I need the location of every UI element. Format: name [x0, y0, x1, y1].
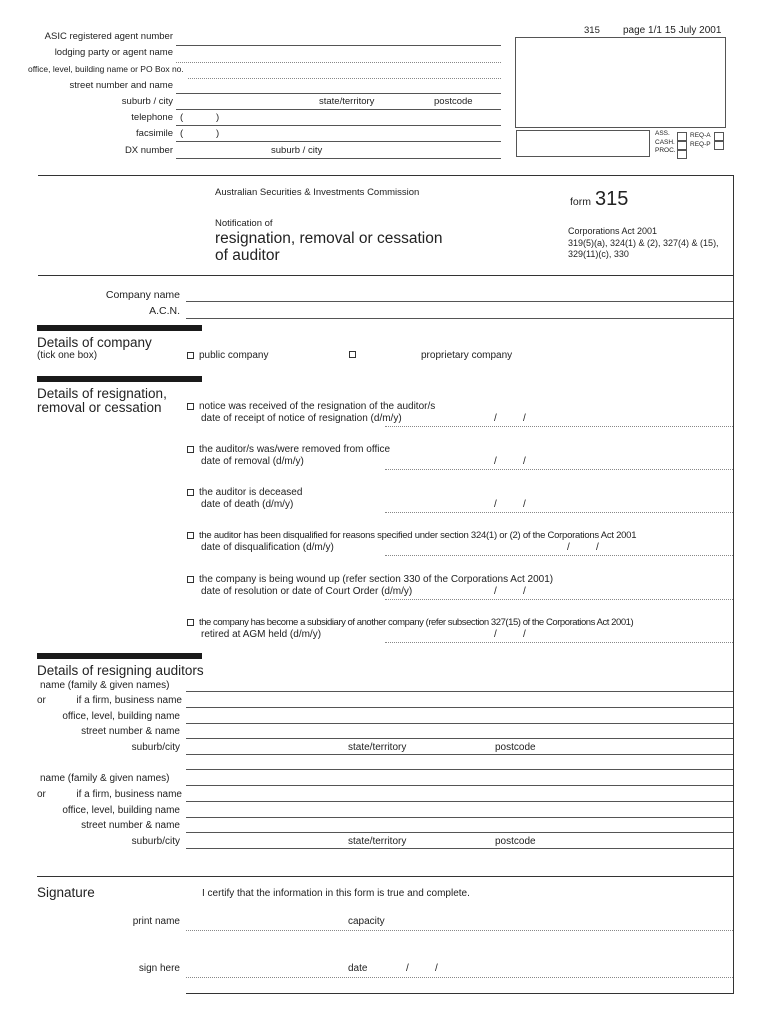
resignation-option-3-date-label: date of death (d/m/y) — [201, 499, 294, 510]
req-a-checkbox[interactable] — [714, 132, 724, 141]
print-name-label: print name — [132, 916, 180, 927]
date-sep: / — [494, 586, 497, 597]
form-number: 315 — [595, 188, 629, 210]
sign-here-label: sign here — [138, 963, 180, 974]
auditor-2-office-field[interactable] — [186, 817, 733, 818]
section-bar-company — [37, 325, 202, 331]
resignation-option-4-checkbox[interactable] — [187, 532, 194, 539]
date-sep: / — [596, 542, 599, 553]
form-code: 315 — [584, 25, 600, 36]
telephone-label: telephone — [131, 112, 173, 123]
date-sep: / — [523, 586, 526, 597]
resignation-option-1-date-label: date of receipt of notice of resignation (d/m/y) — [201, 413, 402, 424]
details-resignation-heading — [37, 387, 167, 415]
resignation-option-6-label: the company has become a subsidiary of another company (refer subsection 327(15) of the Corporations Act 2001) — [199, 617, 634, 628]
req-codes — [690, 131, 711, 149]
date-sep: / — [435, 963, 438, 974]
auditor-2-name-field[interactable] — [186, 785, 733, 786]
date-sep: / — [523, 629, 526, 640]
dx-suburb-label: suburb / city — [271, 145, 323, 156]
date-sep: / — [494, 499, 497, 510]
office-field[interactable] — [188, 78, 501, 79]
form-title-line1: resignation, removal or cessation — [215, 230, 443, 247]
title-bottom-rule — [38, 275, 734, 276]
auditor-1-street-label: street number & name — [81, 726, 180, 737]
resignation-option-3-date-field[interactable] — [385, 512, 733, 513]
tick-one-box: (tick one box) — [37, 350, 98, 361]
proprietary-company-label: proprietary company — [421, 350, 513, 361]
auditors-heading: Details of resigning auditors — [37, 663, 204, 678]
proprietary-company-checkbox[interactable] — [349, 351, 356, 358]
resignation-option-5-checkbox[interactable] — [187, 576, 194, 583]
telephone-paren-open: ( — [180, 112, 184, 123]
street-field[interactable] — [176, 93, 501, 94]
resignation-option-2-date-label: date of removal (d/m/y) — [201, 456, 304, 467]
resignation-option-4-label: the auditor has been disqualified for reasons specified under section 324(1) or (2) of the Corporations Act 2001 — [199, 530, 637, 541]
auditor-2-postcode-label: postcode — [495, 836, 536, 847]
street-label: street number and name — [69, 80, 173, 91]
auditor-2-firm-field[interactable] — [186, 801, 733, 802]
company-name-label: Company name — [105, 289, 180, 301]
company-name-field[interactable] — [186, 301, 733, 302]
details-resignation-heading-line2: removal or cessation — [37, 400, 162, 415]
print-name-field[interactable] — [186, 930, 733, 931]
date-sep: / — [494, 456, 497, 467]
capacity-label: capacity — [348, 916, 385, 927]
title-top-rule — [38, 175, 734, 176]
auditor-2-street-label: street number & name — [81, 820, 180, 831]
dx-label: DX number — [124, 145, 173, 156]
state-label: state/territory — [319, 96, 375, 107]
auditor-2-or: or — [37, 789, 46, 800]
telephone-paren-close: ) — [216, 112, 220, 123]
resignation-option-2-date-field[interactable] — [385, 469, 733, 470]
resignation-option-1[interactable] — [187, 401, 435, 425]
title-right-rule — [733, 175, 734, 275]
page-info: page 1/1 15 July 2001 — [623, 25, 722, 36]
public-company-label: public company — [199, 350, 269, 361]
resignation-option-2-checkbox[interactable] — [187, 446, 194, 453]
certify-statement: I certify that the information in this form is true and complete. — [202, 888, 470, 899]
suburb-field[interactable] — [176, 109, 501, 110]
auditor-1-office-label: office, level, building name — [62, 711, 180, 722]
auditor-2-suburb-label: suburb/city — [131, 836, 180, 847]
resignation-option-5-date-label: date of resolution or date of Court Order (d/m/y) — [201, 586, 413, 597]
auditor-1-name-field[interactable] — [186, 691, 733, 692]
postcode-label: postcode — [434, 96, 473, 107]
auditor-1-street-field[interactable] — [186, 738, 733, 739]
resignation-option-3-label: the auditor is deceased — [199, 487, 303, 498]
acn-field[interactable] — [186, 318, 733, 319]
resignation-option-2[interactable] — [187, 444, 390, 468]
form-right-rule — [733, 275, 734, 993]
details-company-heading: Details of company — [37, 335, 152, 350]
auditor-1-or: or — [37, 695, 46, 706]
asic-agent-label: ASIC registered agent number — [44, 31, 173, 42]
resignation-option-6[interactable] — [187, 617, 633, 641]
commission-name: Australian Securities & Investments Commission — [215, 187, 420, 198]
facsimile-paren-open: ( — [180, 128, 184, 139]
signature-bottom-rule — [186, 993, 734, 994]
cash-label: CASH. — [655, 138, 675, 146]
auditor-1-suburb-label: suburb/city — [131, 742, 180, 753]
auditor-1-suburb-field[interactable] — [186, 754, 733, 755]
req-a-label: REQ-A — [690, 132, 711, 139]
sign-here-field[interactable] — [186, 977, 733, 978]
proc-label: PROC. — [655, 147, 676, 154]
resignation-option-1-date-field[interactable] — [385, 426, 733, 427]
auditor-1-firm-label: if a firm, business name — [76, 695, 182, 706]
resignation-option-5-label: the company is being wound up (refer section 330 of the Corporations Act 2001) — [199, 574, 554, 585]
notification-of: Notification of — [215, 218, 273, 229]
auditor-1-postcode-label: postcode — [495, 742, 536, 753]
public-company-option[interactable] — [187, 350, 268, 361]
auditor-1-office-field[interactable] — [186, 723, 733, 724]
auditor-1-name-label: name (family & given names) — [40, 680, 170, 691]
auditor-2-office-label: office, level, building name — [62, 805, 180, 816]
req-p-label: REQ-P — [690, 141, 711, 148]
acn-label: A.C.N. — [149, 305, 180, 317]
signature-heading: Signature — [37, 885, 95, 900]
lodging-party-label: lodging party or agent name — [54, 47, 173, 58]
lodging-party-field[interactable] — [176, 45, 501, 46]
date-sep: / — [567, 542, 570, 553]
resignation-option-5[interactable] — [187, 574, 553, 598]
resignation-option-6-checkbox[interactable] — [187, 619, 194, 626]
section-bar-resignation — [37, 376, 202, 382]
resignation-option-3-checkbox[interactable] — [187, 489, 194, 496]
facsimile-field[interactable] — [176, 141, 501, 142]
resignation-option-1-label: notice was received of the resignation of the auditor/s — [199, 401, 436, 412]
section-bar-auditors — [37, 653, 202, 659]
resignation-option-4-date-field[interactable] — [385, 555, 733, 556]
auditor-2-top-line — [186, 769, 733, 770]
ass-label: ASS. — [655, 130, 670, 137]
date-sep: / — [406, 963, 409, 974]
resignation-option-3[interactable] — [187, 487, 302, 511]
dx-field[interactable] — [176, 158, 501, 159]
resignation-option-4-date-label: date of disqualification (d/m/y) — [201, 542, 334, 553]
office-use-stamp-box — [515, 37, 726, 128]
sections-line2: 329(11)(c), 330 — [568, 249, 629, 259]
auditor-2-firm-label: if a firm, business name — [76, 789, 182, 800]
office-use-box — [516, 130, 650, 157]
auditor-2-suburb-field[interactable] — [186, 848, 733, 849]
sections-line1: 319(5)(a), 324(1) & (2), 327(4) & (15), — [568, 237, 719, 248]
date-label: date — [348, 963, 368, 974]
lodging-party-field-2[interactable] — [176, 62, 501, 63]
resignation-option-6-date-label: retired at AGM held (d/m/y) — [201, 629, 322, 640]
req-p-checkbox[interactable] — [714, 141, 724, 150]
auditor-2-name-label: name (family & given names) — [40, 773, 170, 784]
telephone-field[interactable] — [176, 125, 501, 126]
date-sep: / — [523, 456, 526, 467]
form-title-line2: of auditor — [215, 247, 280, 264]
form-title — [215, 230, 442, 264]
resignation-option-6-date-field[interactable] — [385, 642, 733, 643]
auditor-2-state-label: state/territory — [348, 836, 407, 847]
act-name: Corporations Act 2001 — [568, 226, 658, 236]
date-sep: / — [494, 413, 497, 424]
signature-top-rule — [37, 876, 734, 877]
suburb-label: suburb / city — [121, 96, 173, 107]
auditor-1-firm-field[interactable] — [186, 707, 733, 708]
office-use-codes — [655, 130, 676, 156]
auditor-2-street-field[interactable] — [186, 832, 733, 833]
act-references — [568, 226, 719, 261]
resignation-option-2-label: the auditor/s was/were removed from office — [199, 444, 391, 455]
facsimile-label: facsimile — [136, 128, 173, 139]
auditor-1-state-label: state/territory — [348, 742, 407, 753]
date-sep: / — [494, 629, 497, 640]
cash-checkbox[interactable] — [677, 141, 687, 150]
office-label: office, level, building name or PO Box no. — [28, 64, 184, 74]
proc-checkbox[interactable] — [677, 150, 687, 159]
form-word: form — [570, 196, 591, 208]
resignation-option-1-checkbox[interactable] — [187, 403, 194, 410]
date-sep: / — [523, 499, 526, 510]
ass-checkbox[interactable] — [677, 132, 687, 141]
public-company-checkbox[interactable] — [187, 352, 194, 359]
resignation-option-5-date-field[interactable] — [385, 599, 733, 600]
facsimile-paren-close: ) — [216, 128, 220, 139]
details-resignation-heading-line1: Details of resignation, — [37, 386, 167, 401]
date-sep: / — [523, 413, 526, 424]
